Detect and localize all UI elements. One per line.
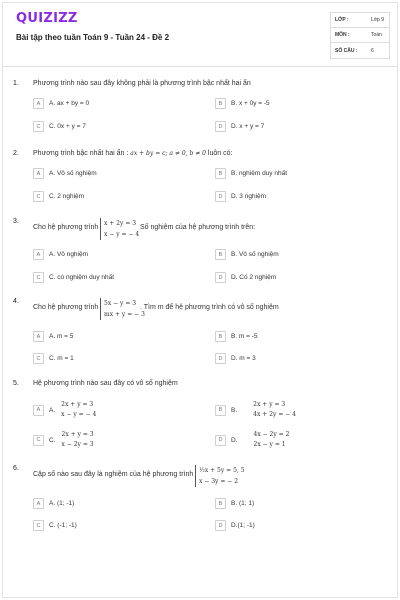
option-text: B. Vô số nghiệm [231,251,279,258]
question-text-trail: . Tìm m để hệ phương trình có vô số nghiệm [140,304,279,311]
option-letter: B [215,498,226,509]
equation: 2x + y = 3 [253,401,286,408]
option-b[interactable] [215,497,370,510]
option-a[interactable] [33,330,188,343]
option-letter: C [33,272,44,283]
question-number: 2. [13,150,19,157]
option-text: C. có nghiệm duy nhất [49,274,115,281]
option-text: A. Vô nghiệm [49,251,89,258]
option-letter: C [33,520,44,531]
option-text: C. 0x + y = 7 [49,123,86,130]
option-b[interactable] [215,248,370,261]
equation: x − y = − 4 [61,411,97,418]
option-text: D.(1; -1) [231,522,255,529]
option-letter: D [215,272,226,283]
option-text: C. (-1; -1) [49,522,77,529]
option-system [62,430,94,450]
meta-row-count [331,43,389,58]
question-math: ax + by = c; a ≠ 0, b ≠ 0 [130,150,206,157]
option-text: B. (1; 1) [231,500,255,507]
equation: 5x − y = 3 [104,300,137,307]
option-letter: D [215,435,226,446]
equation: x − 3y = − 2 [199,478,239,485]
option-letter: C [33,435,44,446]
option-text: A. ax + by = 0 [49,100,90,107]
quizizz-logo: QUIZIZZ [16,11,78,26]
equation: mx + y = − 3 [104,311,145,318]
option-prefix: C. [49,436,56,444]
option-text: D. m = 3 [231,355,256,362]
header-divider [2,66,398,67]
worksheet-header [0,0,400,66]
option-d[interactable] [215,271,370,284]
option-text: C. 2 nghiệm [49,193,85,200]
option-letter: B [215,331,226,342]
option-letter: B [215,168,226,179]
option-prefix: B. [231,406,238,414]
question-text: Hệ phương trình nào sau đây có vô số nghiệm [33,380,178,387]
option-letter: C [33,191,44,202]
option-text: B. nghiệm duy nhất [231,170,288,177]
option-letter: A [33,168,44,179]
option-c[interactable] [33,190,188,203]
option-d[interactable] [215,120,370,133]
option-letter: A [33,98,44,109]
option-letter: A [33,498,44,509]
question-text [33,150,232,157]
equation: ½x + 5y = 5, 5 [199,467,245,474]
question-text: Cặp số nào sau đây là nghiệm của hệ phương trình [33,471,194,478]
option-text: D. x + y = 7 [231,123,265,130]
question-text: Cho hệ phương trình [33,304,99,311]
option-c[interactable] [33,120,188,133]
question-number: 6. [13,465,19,472]
option-a[interactable] [33,398,188,422]
option-c[interactable] [33,271,188,284]
option-d[interactable] [215,190,370,203]
option-text: B. x + 0y = -5 [231,100,270,107]
meta-value: 6 [371,47,374,54]
option-letter: D [215,121,226,132]
option-letter: C [33,353,44,364]
option-d[interactable] [215,352,370,365]
option-text: D. Có 2 nghiệm [231,274,277,281]
equation: 4x − 2y = 2 [253,431,290,438]
option-a[interactable] [33,167,188,180]
question-text-lead: Phương trình bậc nhất hai ẩn : [33,150,129,157]
question-number: 3. [13,218,19,225]
option-letter: D [215,520,226,531]
option-a[interactable] [33,97,188,110]
option-b[interactable] [215,330,370,343]
option-c[interactable] [33,352,188,365]
option-text: B. m = -5 [231,333,258,340]
equation: 2x + y = 3 [61,401,94,408]
option-prefix: A. [49,406,56,414]
meta-value: Lớp 9 [371,17,385,23]
question-number: 1. [13,80,19,87]
meta-label: MÔN : [335,32,350,38]
option-text: A. (1; -1) [49,500,75,507]
option-a[interactable] [33,248,188,261]
option-letter: B [215,98,226,109]
worksheet-title: Bài tập theo tuần Toán 9 - Tuần 24 - Đề 2 [16,33,170,42]
option-text: C. m = 1 [49,355,74,362]
question-text: Cho hệ phương trình [33,224,99,231]
equation: 4x + 2y = − 4 [253,411,296,418]
meta-label: LỚP : [335,17,349,23]
equation: 2x + y = 3 [61,431,94,438]
option-letter: D [215,353,226,364]
meta-info-box [330,12,390,59]
question-number: 5. [13,380,19,387]
meta-value: Toán [371,32,382,38]
equation: x − 2y = 3 [61,441,94,448]
question-text-trail: Số nghiệm của hệ phương trình trên: [140,224,256,231]
equation: x − y = − 4 [104,231,140,238]
option-letter: A [33,405,44,416]
question-text-trail: luôn có: [207,150,233,157]
question-number: 4. [13,298,19,305]
equation-system [100,218,139,240]
equation-system [195,465,245,487]
option-c[interactable] [33,428,188,452]
option-a[interactable] [33,497,188,510]
option-text: D. 3 nghiệm [231,193,267,200]
option-system [254,430,290,450]
meta-label: SỐ CÂU : [335,47,358,54]
option-letter: A [33,331,44,342]
option-text: A. Vô số nghiệm [49,170,97,177]
equation-system [100,298,145,320]
option-text: A. m = 5 [49,333,74,340]
option-letter: C [33,121,44,132]
option-system [61,400,96,420]
option-c[interactable] [33,519,188,532]
option-letter: D [215,191,226,202]
option-d[interactable] [215,519,370,532]
equation: 2x − y = 1 [253,441,286,448]
option-system [253,400,296,420]
option-b[interactable] [215,398,370,422]
equation: x + 2y = 3 [104,220,137,227]
option-prefix: D. [231,436,238,444]
option-letter: A [33,249,44,260]
option-b[interactable] [215,97,370,110]
meta-row-subject [331,28,389,43]
option-letter: B [215,249,226,260]
option-letter: B [215,405,226,416]
question-text: Phương trình nào sau đây không phải là phương trình bậc nhất hai ẩn [33,80,251,87]
option-b[interactable] [215,167,370,180]
meta-row-class [331,13,389,28]
option-d[interactable] [215,428,370,452]
